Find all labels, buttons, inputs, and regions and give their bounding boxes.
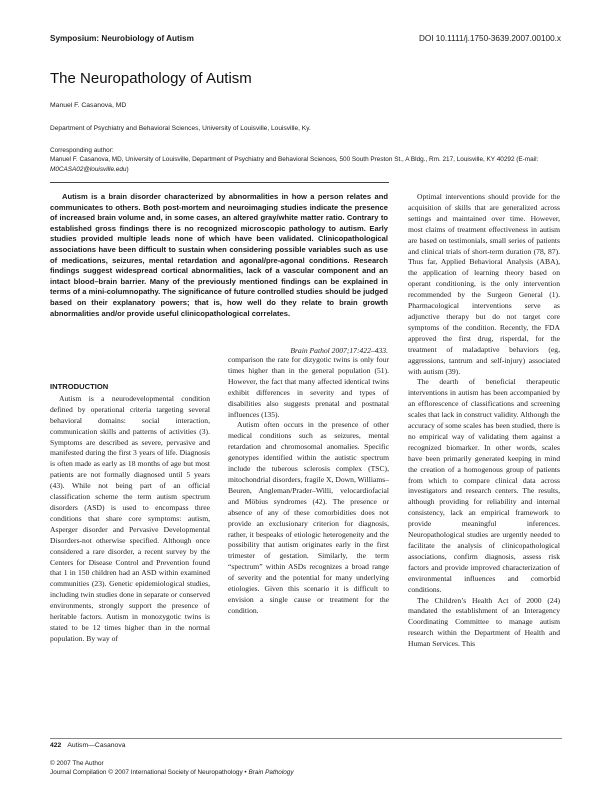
paragraph: The Children’s Health Act of 2000 (24) mandated the establishment of an Interagency Coordinating Committee to manage autism research within the Department of Health and Human Services. This — [408, 595, 560, 649]
corr-close: ) — [126, 165, 129, 173]
copyright-line: © 2007 The Author — [50, 760, 104, 767]
abstract-divider — [50, 182, 389, 183]
affiliation: Department of Psychiatry and Behavioral Sciences, University of Louisville, Louisville, Ky. — [50, 125, 311, 132]
body-column-1 — [50, 382, 210, 645]
section-heading-introduction: INTRODUCTION — [50, 382, 109, 391]
compilation-line — [50, 769, 294, 776]
paragraph: comparison the rate for dizygotic twins is only four times higher than in the general population (51). However, the fact that many affected identical twins exhibit differences in severity and types of disabilities also suggests prenatal and postnatal influences (135). — [228, 355, 389, 419]
corr-text: Manuel F. Casanova, MD, University of Louisville, Department of Psychiatry and Behavioral Sciences, 500 South Preston St., A Bldg., Rm. 217, Louisville, KY 40292 (E-mail: — [50, 156, 539, 164]
paragraph: The dearth of beneficial therapeutic interventions in autism has been accompanied by an efflorescence of classifications and screening scales that lack in construct validity. Although the accuracy of some scales has been studied, there is no empirical way of validating them against a recognized biomarker. In other words, scales have been primarily generated keeping in mind the creation of a homogenous group of patients from which to compare clinical data across investigators and research centers. The results, although providing for reliability and internal consistency, lack an empirical framework to provide meaningful inferences. Neuropathological studies are urgently needed to facilitate the analysis of clinicopathological associations, confirm diagnosis, assess risk factors and provide improved characterization of environmental influences and comorbid conditions. — [408, 377, 560, 594]
body-column-2 — [228, 355, 389, 617]
page-number: 422 — [50, 742, 62, 749]
corr-email-link[interactable]: M0CASA02@louisville.edu — [50, 165, 127, 173]
compilation-text: Journal Compilation © 2007 International Society of Neuropathology • — [50, 769, 247, 776]
author-line: Manuel F. Casanova, MD — [50, 102, 127, 109]
journal-name: Brain Pathology — [248, 769, 294, 776]
corr-details — [50, 155, 562, 174]
corr-label: Corresponding author: — [50, 147, 114, 154]
abstract: Autism is a brain disorder characterized by abnormalities in how a person relates and communicates to others. Both post-mortem and neuroimaging studies indicate the presence of increased brain volume and, in some cases, an altered gray/white matter ratio. Contrary to established gross findings there is no recognized microscopic pathology to autism. Early studies provided multiple leads none of which have been validated. Clinicopathological associations have been difficult to sustain when considering possible variables such as use of medications, seizures, mental retardation and agonal/pre-agonal conditions. Research findings suggest widespread cortical abnormalities, lack of a vascular component and an intact blood–brain barrier. Many of the previously mentioned findings can be explained in terms of a mini-columnopathy. The significance of future controlled studies should be judged based on their explanatory powers; that is, how well do they relate to brain growth abnormalities and/or provide useful clinicopathological correlates. — [50, 192, 388, 318]
paragraph: Autism often occurs in the presence of other medical conditions such as seizures, mental retardation and chromosomal anomalies. Specific genotypes identified within the autistic spectrum include the tuberous sclerosis complex (TSC), mitochondrial disorders, fragile X, Down, Williams–Beuren, Angleman/Prader–Willi, velocardiofacial and Möbius syndromes (42). The presence or absence of any of these comorbidities does not provide an exclusionary criterion for diagnosis, rather, it bespeaks of etiologic heterogeneity and the possibility that autism originates early in the first trimester of gestation. Similarly, the term “spectrum” within ASDs recognizes a broad range of severity and the potential for many underlying etiologies. Given this scenario it is difficult to envision a single cause or treatment for the condition. — [228, 420, 389, 615]
article-title: The Neuropathology of Autism — [50, 70, 252, 87]
running-head: Autism—Casanova — [67, 742, 126, 749]
body-column-3 — [408, 192, 560, 650]
citation: Brain Pathol 2007;17:422–433. — [290, 346, 388, 355]
paragraph: Autism is a neurodevelopmental condition defined by operational criteria targeting several behavioral domains: social interaction, communication skills and patterns of activities (3). Symptoms are described as severe, pervasive and manifested during the first 3 years of life. Diagnosis is often made as early as 18 months of age but most patients are not formally diagnosed until 5 years (43). While not being part of an official classification scheme the term autism spectrum disorders (ASD) is used to encompass three conditions that share core symptoms: autism, Asperger disorder and Pervasive Developmental Disorders-not otherwise specified. Although once considered a rare disorder, a recent survey by the Centers for Disease Control and Prevention found that 1 in 150 children had an ASD within examined communities (23). Genetic epidemiological studies, including twin studies done in separate or conserved environments, strongly support the presence of heritable factors. Autism in monozygotic twins is stated to be 12 times higher than in the normal population. By way of — [50, 393, 210, 643]
footer-divider — [50, 738, 562, 739]
page-footer — [50, 742, 126, 749]
doi-label: DOI 10.1111/j.1750-3639.2007.00100.x — [418, 34, 561, 43]
paragraph: Optimal interventions should provide for the acquisition of skills that are generalized across settings and maintained over time. However, most claims of treatment effectiveness in autism are based on testimonials, small series of patients and clinical trials of short-term duration (78, 87). Thus far, Applied Behavioral Analysis (ABA), the application of learning theory based on operant conditioning, is the only intervention recommended by the Surgeon General (1). Pharmacological interventions serve as adjunctive therapy but do not target core symptoms of the condition. Recently, the FDA approved the first drug, risperdal, for the treatment of maladaptive behaviors (eg, aggressions, tantrum and self-injury) associated with autism (39). — [408, 192, 560, 376]
corresponding-author — [50, 146, 562, 174]
journal-section-label: Symposium: Neurobiology of Autism — [50, 34, 194, 43]
